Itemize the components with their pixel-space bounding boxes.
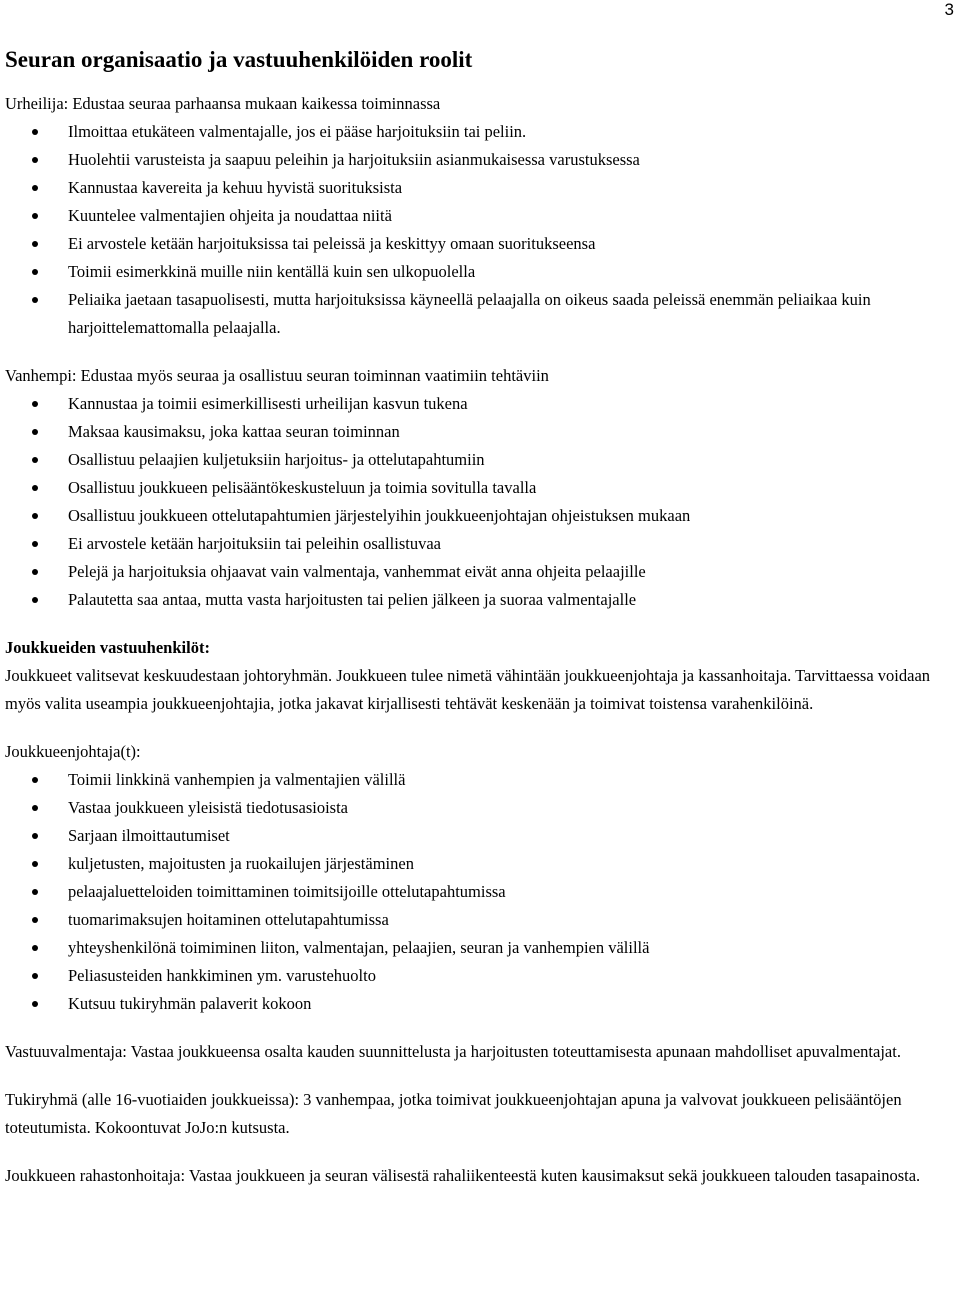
document-page	[5, 44, 950, 1190]
athlete-intro: Urheilija: Edustaa seuraa parhaansa mukaan kaikessa toiminnassa	[5, 94, 441, 113]
support-group-paragraph: Tukiryhmä (alle 16-vuotiaiden joukkueissa): 3 vanhempaa, jotka toimivat joukkueenjohtajan apuna ja valvovat joukkueen pelisääntöjen toteutumista. Kokoontuvat JoJo:n kutsusta.	[5, 1090, 902, 1137]
list-item: Ei arvostele ketään harjoituksissa tai peleissä ja keskittyy omaan suoritukseensa	[5, 230, 950, 258]
list-item: Kutsuu tukiryhmän palaverit kokoon	[5, 990, 950, 1018]
list-item: Palautetta saa antaa, mutta vasta harjoitusten tai pelien jälkeen ja suoraa valmentajalle	[5, 586, 950, 614]
list-item: Ilmoittaa etukäteen valmentajalle, jos ei pääse harjoituksiin tai peliin.	[5, 118, 950, 146]
list-item: tuomarimaksujen hoitaminen ottelutapahtumissa	[5, 906, 950, 934]
page-title: Seuran organisaatio ja vastuuhenkilöiden roolit	[5, 47, 473, 72]
list-item: Kuuntelee valmentajien ohjeita ja noudattaa niitä	[5, 202, 950, 230]
team-manager-list	[5, 766, 950, 1018]
list-item: Sarjaan ilmoittautumiset	[5, 822, 950, 850]
list-item: pelaajaluetteloiden toimittaminen toimitsijoille ottelutapahtumissa	[5, 878, 950, 906]
list-item: Osallistuu joukkueen pelisääntökeskusteluun ja toimia sovitulla tavalla	[5, 474, 950, 502]
list-item: Vastaa joukkueen yleisistä tiedotusasioista	[5, 794, 950, 822]
list-item: Pelejä ja harjoituksia ohjaavat vain valmentaja, vanhemmat eivät anna ohjeita pelaajille	[5, 558, 950, 586]
head-coach-paragraph: Vastuuvalmentaja: Vastaa joukkueensa osalta kauden suunnittelusta ja harjoitusten toteuttamisesta apunaan mahdolliset apuvalmentajat.	[5, 1042, 901, 1061]
list-item: Maksaa kausimaksu, joka kattaa seuran toiminnan	[5, 418, 950, 446]
list-item: Peliasusteiden hankkiminen ym. varustehuolto	[5, 962, 950, 990]
list-item: Ei arvostele ketään harjoituksiin tai peleihin osallistuvaa	[5, 530, 950, 558]
team-officials-heading: Joukkueiden vastuuhenkilöt:	[5, 638, 210, 657]
parent-intro: Vanhempi: Edustaa myös seuraa ja osallistuu seuran toiminnan vaatimiin tehtäviin	[5, 366, 549, 385]
list-item: Toimii esimerkkinä muille niin kentällä kuin sen ulkopuolella	[5, 258, 950, 286]
parent-list	[5, 390, 950, 614]
page-number: 3	[944, 0, 954, 19]
athlete-list	[5, 118, 950, 342]
list-item: Kannustaa kavereita ja kehuu hyvistä suorituksista	[5, 174, 950, 202]
list-item: kuljetusten, majoitusten ja ruokailujen järjestäminen	[5, 850, 950, 878]
list-item: Peliaika jaetaan tasapuolisesti, mutta harjoituksissa käyneellä pelaajalla on oikeus saada peleissä enemmän peliaikaa kuin harjoittelemattomalla pelaajalla.	[5, 286, 950, 342]
team-officials-text: Joukkueet valitsevat keskuudestaan johtoryhmän. Joukkueen tulee nimetä vähintään joukkueenjohtaja ja kassanhoitaja. Tarvittaessa voidaan myös valita useampia joukkueenjohtajia, jotka jakavat kirjallisesti tehtävät keskenään ja toimivat toistensa varahenkilöinä.	[5, 666, 931, 713]
list-item: Osallistuu pelaajien kuljetuksiin harjoitus- ja ottelutapahtumiin	[5, 446, 950, 474]
treasurer-paragraph: Joukkueen rahastonhoitaja: Vastaa joukkueen ja seuran välisestä rahaliikenteestä kuten kausimaksut sekä joukkueen talouden tasapainosta.	[5, 1166, 921, 1185]
list-item: Toimii linkkinä vanhempien ja valmentajien välillä	[5, 766, 950, 794]
list-item: Huolehtii varusteista ja saapuu peleihin ja harjoituksiin asianmukaisessa varustuksessa	[5, 146, 950, 174]
list-item: Osallistuu joukkueen ottelutapahtumien järjestelyihin joukkueenjohtajan ohjeistuksen mukaan	[5, 502, 950, 530]
list-item: yhteyshenkilönä toimiminen liiton, valmentajan, pelaajien, seuran ja vanhempien välillä	[5, 934, 950, 962]
list-item: Kannustaa ja toimii esimerkillisesti urheilijan kasvun tukena	[5, 390, 950, 418]
team-manager-heading: Joukkueenjohtaja(t):	[5, 742, 141, 761]
